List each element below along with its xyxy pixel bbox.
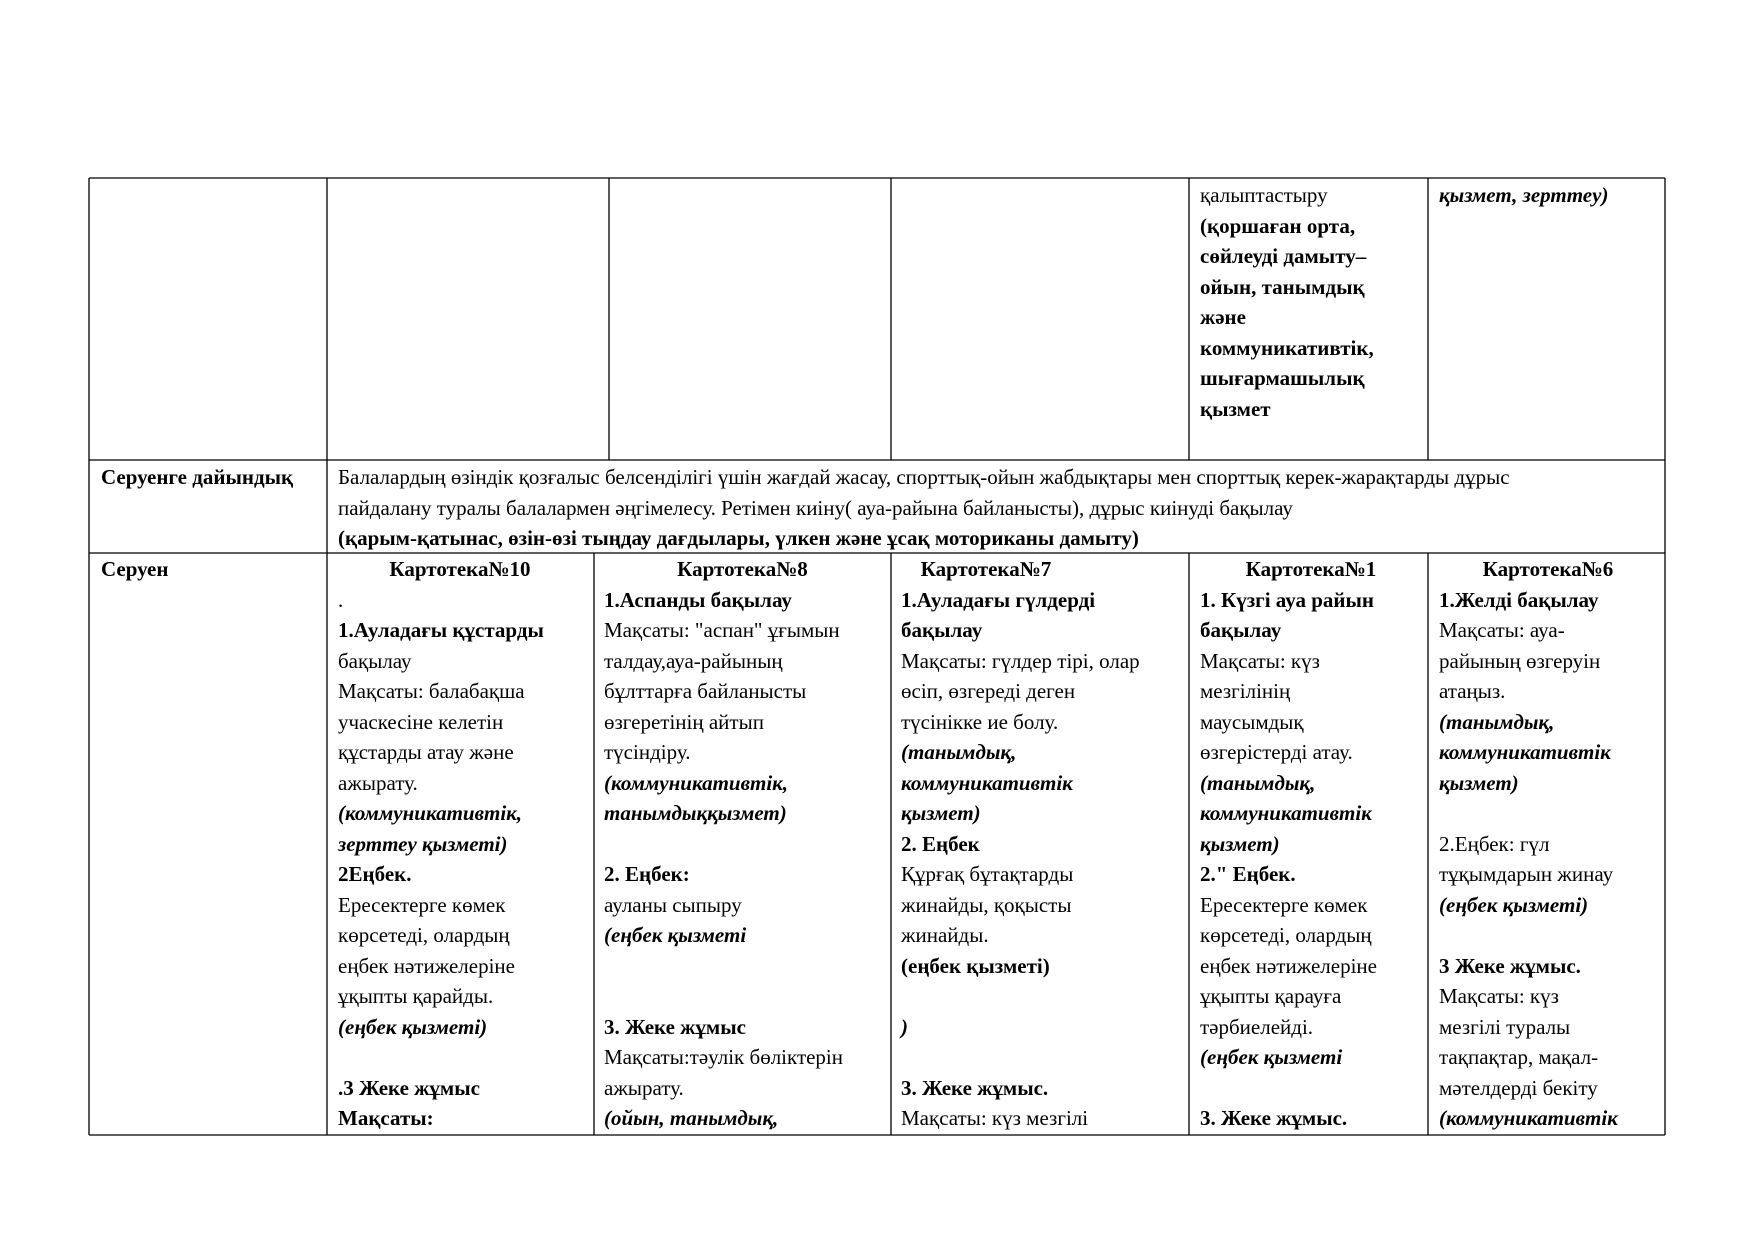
text-line: коммуникативтік (1200, 801, 1372, 825)
text-line: (ойын, танымдық, (604, 1106, 779, 1130)
text-line: зерттеу қызметі) (338, 831, 508, 856)
text-line (338, 1042, 592, 1073)
text-line: Мақсаты: күз мезгілі (901, 1106, 1089, 1130)
text-line: (коммуникативтік, (338, 801, 523, 825)
text-line: қызмет (1200, 396, 1271, 421)
row1-col6-lines (1439, 180, 1661, 211)
text-line: тұқымдарын жинау (1439, 862, 1614, 886)
text-line: қалыптастыру (1200, 183, 1328, 207)
text-line: ауланы сыпыру (604, 892, 742, 917)
text-line: жинайды, қоқысты (901, 892, 1072, 917)
text-line: шығармашылық (1200, 366, 1365, 390)
text-line: (танымдық, (1439, 709, 1555, 734)
kartoteka8-lines (604, 585, 889, 1134)
text-line: 2." Еңбек. (1200, 862, 1296, 886)
text-line: учаскесіне келетін (338, 709, 504, 734)
row2-content-lines (338, 462, 1662, 554)
text-line: Балалардың өзіндік қозғалыс белсенділігі үшін жағдай жасау, спорттық-ойын жабдықтары мен спорттық керек-жарақтарды дұрыс (338, 465, 1510, 489)
text-line: Мақсаты:тәулік бөліктерін (604, 1045, 844, 1069)
text-line: ұқыпты қарайды. (338, 984, 494, 1008)
text-line: (еңбек қызметі) (1439, 892, 1589, 917)
text-line: коммуникативтік (1439, 740, 1611, 764)
text-line (1200, 1073, 1426, 1104)
text-line (604, 829, 889, 860)
text-line (1439, 920, 1663, 951)
text-line: ажырату. (604, 1075, 684, 1100)
text-line: Мақсаты: балабақша (338, 679, 525, 703)
text-line: Мақсаты: ауа- (1439, 618, 1565, 642)
text-line: (еңбек қызметі) (901, 953, 1050, 978)
text-line: Мақсаты: күз (1200, 648, 1320, 673)
row2-label-text: Серуенге дайындық (101, 465, 294, 489)
text-line: қызмет) (1200, 831, 1280, 856)
text-line: танымдыққызмет) (604, 801, 787, 825)
text-line: (еңбек қызметі (604, 923, 747, 947)
text-line: өсіп, өзгереді деген (901, 679, 1076, 703)
text-line: 1.Ауладағы құстарды (338, 618, 544, 642)
kartoteka10-lines (338, 585, 592, 1134)
text-line: маусымдық (1200, 709, 1304, 734)
text-line: коммуникативтік (901, 770, 1073, 795)
kartoteka10-heading: Картотека№10 (389, 557, 531, 581)
row3-col-kartoteka1 (1200, 554, 1426, 1134)
text-line: 1.Аспанды бақылау (604, 587, 792, 612)
text-line (901, 981, 1187, 1012)
row1-col5-lines (1200, 180, 1425, 424)
text-line: мезгілі туралы (1439, 1014, 1571, 1039)
text-line: (қоршаған орта, (1200, 213, 1356, 238)
text-line: бұлттарға байланысты (604, 679, 807, 703)
row1-col5-cell (1200, 180, 1425, 424)
text-line: 1.Желді бақылау (1439, 587, 1599, 612)
text-line: Мақсаты: гүлдер тірі, олар (901, 648, 1140, 673)
text-line: қызмет, зерттеу) (1439, 183, 1609, 207)
row3-col-kartoteka7 (901, 554, 1187, 1134)
text-line: райының өзгеруін (1439, 648, 1601, 673)
text-line: қызмет) (901, 801, 981, 825)
text-line: өзгерістерді атау. (1200, 740, 1353, 764)
text-line: түсіндіру. (604, 740, 691, 764)
text-line (901, 1042, 1187, 1073)
text-line: 1. Күзгі ауа райын (1200, 587, 1374, 612)
text-line: Ересектерге көмек (338, 892, 506, 917)
kartoteka6-heading: Картотека№6 (1482, 557, 1614, 581)
text-line: (танымдық, (1200, 770, 1316, 795)
text-line: коммуникативтік, (1200, 335, 1374, 360)
kartoteka7-heading: Картотека№7 (920, 557, 1052, 581)
text-line: тақпақтар, мақал- (1439, 1045, 1599, 1069)
text-line: (коммуникативтік, (604, 770, 789, 795)
text-line: көрсетеді, олардың (338, 923, 510, 947)
text-line: 1.Ауладағы гүлдерді (901, 587, 1096, 612)
text-line: Мақсаты: (338, 1106, 434, 1130)
text-line: .3 Жеке жұмыс (338, 1075, 480, 1100)
kartoteka8-heading: Картотека№8 (677, 557, 808, 581)
text-line: Мақсаты: "аспан" ұғымын (604, 618, 840, 642)
text-line (1439, 798, 1663, 829)
kartoteka1-lines (1200, 585, 1426, 1134)
kartoteka6-lines (1439, 585, 1663, 1134)
text-line: Мақсаты: күз (1439, 984, 1559, 1008)
row3-col-kartoteka10 (338, 554, 592, 1134)
text-line: 3 Жеке жұмыс. (1439, 953, 1581, 978)
text-line: еңбек нәтижелеріне (1200, 953, 1377, 978)
text-line: (еңбек қызметі (1200, 1045, 1343, 1069)
text-line (604, 951, 889, 982)
text-line: (танымдық, (901, 740, 1017, 764)
row3-label-text: Серуен (101, 557, 169, 581)
text-line: еңбек нәтижелеріне (338, 953, 515, 978)
text-line: көрсетеді, олардың (1200, 923, 1372, 947)
text-line: бақылау (338, 648, 412, 673)
text-line: ажырату. (338, 770, 418, 795)
text-line: жинайды. (901, 923, 989, 947)
text-line: 3. Жеке жұмыс. (901, 1075, 1049, 1100)
text-line: түсінікке ие болу. (901, 709, 1059, 734)
text-line: бақылау (901, 618, 983, 642)
text-line (604, 981, 889, 1012)
text-line: Құрғақ бұтақтарды (901, 862, 1074, 886)
kartoteka7-lines (901, 585, 1187, 1134)
text-line: мезгілінің (1200, 679, 1291, 703)
text-line: (қарым-қатынас, өзін-өзі тыңдау дағдылары, үлкен және ұсақ моториканы дамыту) (338, 526, 1139, 550)
row3-col-kartoteka6 (1439, 554, 1663, 1134)
text-line: талдау,ауа-райының (604, 648, 783, 673)
text-line: 3. Жеке жұмыс. (1200, 1106, 1348, 1130)
row3-col-kartoteka8 (604, 554, 889, 1134)
text-line: (коммуникативтік (1439, 1106, 1618, 1130)
text-line: құстарды атау және (338, 740, 514, 764)
text-line: Ересектерге көмек (1200, 892, 1368, 917)
text-line: 2.Еңбек: гүл (1439, 831, 1550, 856)
text-line: (еңбек қызметі) (338, 1014, 488, 1039)
text-line: тәрбиелейді. (1200, 1014, 1314, 1039)
text-line: ұқыпты қарауға (1200, 984, 1342, 1008)
text-line: атаңыз. (1439, 679, 1506, 703)
text-line: ) (901, 1014, 908, 1039)
text-line: мәтелдерді бекіту (1439, 1075, 1598, 1100)
text-line: 2Еңбек. (338, 862, 412, 886)
text-line: ойын, танымдық (1200, 274, 1365, 299)
row2-content-cell (338, 462, 1662, 554)
text-line: 2. Еңбек (901, 831, 980, 856)
text-line: 2. Еңбек: (604, 862, 690, 886)
kartoteka1-heading: Картотека№1 (1245, 557, 1377, 581)
row2-label (101, 462, 325, 493)
text-line: өзгеретінің айтып (604, 709, 764, 734)
text-line: . (338, 587, 344, 612)
text-line: 3. Жеке жұмыс (604, 1014, 746, 1039)
text-line: бақылау (1200, 618, 1282, 642)
text-line: және (1200, 305, 1246, 329)
text-line: қызмет) (1439, 770, 1519, 795)
text-line: сөйлеуді дамыту– (1200, 244, 1367, 268)
text-line: пайдалану туралы балалармен әңгімелесу. Ретімен киіну( ауа-райына байланысты), дұрыс киінуді бақылау (338, 495, 1293, 520)
row1-col6-cell (1439, 180, 1661, 211)
row3-label (101, 554, 325, 585)
